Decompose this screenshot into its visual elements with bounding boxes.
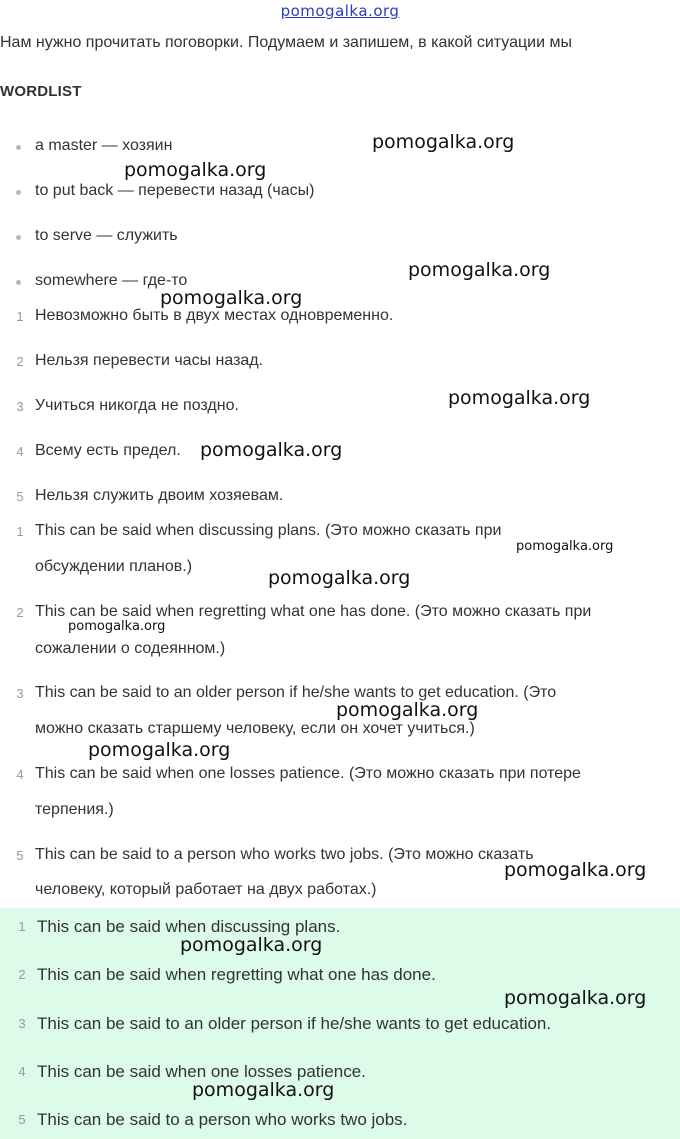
- answer-text: This can be said to a person who works two jobs.: [37, 1110, 408, 1129]
- wordlist-item-text: somewhere — где-то: [35, 272, 188, 289]
- bullet-icon: [16, 190, 21, 195]
- watermark: pomogalka.org: [336, 699, 479, 721]
- list-number: 3: [18, 1016, 26, 1031]
- bullet-icon: [16, 235, 21, 240]
- list-number: 1: [16, 309, 24, 324]
- list-number: 5: [16, 848, 24, 863]
- watermark: pomogalka.org: [372, 131, 515, 153]
- proverb-text: Невозможно быть в двух местах одновременно.: [35, 307, 394, 324]
- site-header-link[interactable]: pomogalka.org: [280, 2, 400, 20]
- list-number: 2: [18, 967, 26, 982]
- list-number: 4: [16, 767, 24, 782]
- list-number: 1: [18, 919, 26, 934]
- list-number: 5: [16, 489, 24, 504]
- wordlist-item-text: to put back — перевести назад (часы): [35, 182, 315, 199]
- proverb-text: Нельзя служить двоим хозяевам.: [35, 487, 284, 504]
- explanation-line-2: терпения.): [35, 801, 114, 818]
- answer-text: This can be said when regretting what one has done.: [37, 965, 436, 984]
- watermark: pomogalka.org: [200, 439, 343, 461]
- list-number: 3: [16, 686, 24, 701]
- bullet-icon: [16, 145, 21, 150]
- answer-text: This can be said when discussing plans.: [37, 917, 341, 936]
- watermark: pomogalka.org: [408, 259, 551, 281]
- explanation-line-1: This can be said when discussing plans. (Это можно сказать при: [35, 522, 502, 539]
- watermark: pomogalka.org: [516, 539, 614, 554]
- watermark: pomogalka.org: [504, 859, 647, 881]
- watermark: pomogalka.org: [88, 739, 231, 761]
- list-number: 4: [18, 1064, 26, 1079]
- bullet-icon: [16, 280, 21, 285]
- explanation-line-2: человеку, который работает на двух работах.): [35, 881, 377, 898]
- wordlist-title: WORDLIST: [0, 83, 82, 100]
- answer-text: This can be said to an older person if he/she wants to get education.: [37, 1014, 552, 1033]
- proverb-text: Всему есть предел.: [35, 442, 181, 459]
- watermark: pomogalka.org: [448, 387, 591, 409]
- watermark: pomogalka.org: [124, 159, 267, 181]
- wordlist-item-text: to serve — служить: [35, 227, 178, 244]
- list-number: 4: [16, 444, 24, 459]
- explanation-line-2: обсуждении планов.): [35, 558, 193, 575]
- proverb-text: Нельзя перевести часы назад.: [35, 352, 264, 369]
- list-number: 2: [16, 605, 24, 620]
- explanation-line-1: This can be said to an older person if he/she wants to get education. (Это: [35, 684, 557, 701]
- list-number: 2: [16, 354, 24, 369]
- watermark: pomogalka.org: [268, 567, 411, 589]
- list-number: 3: [16, 399, 24, 414]
- explanation-line-1: This can be said to a person who works two jobs. (Это можно сказать: [35, 846, 534, 863]
- watermark: pomogalka.org: [160, 287, 303, 309]
- watermark: pomogalka.org: [180, 934, 323, 956]
- explanation-line-1: This can be said when regretting what one has done. (Это можно сказать при: [35, 603, 592, 620]
- explanation-line-2: сожалении о содеянном.): [35, 640, 226, 657]
- list-number: 5: [18, 1112, 26, 1127]
- watermark: pomogalka.org: [504, 987, 647, 1009]
- watermark: pomogalka.org: [192, 1079, 335, 1101]
- watermark: pomogalka.org: [68, 619, 166, 634]
- proverb-text: Учиться никогда не поздно.: [35, 397, 239, 414]
- wordlist-item-text: a master — хозяин: [35, 137, 173, 154]
- explanation-line-1: This can be said when one losses patience. (Это можно сказать при потере: [35, 765, 581, 782]
- answer-text: This can be said when one losses patience.: [37, 1062, 366, 1081]
- list-number: 1: [16, 524, 24, 539]
- explanation-line-2: можно сказать старшему человеку, если он хочет учиться.): [35, 720, 475, 737]
- intro-text: Нам нужно прочитать поговорки. Подумаем и запишем, в какой ситуации мы: [0, 34, 572, 51]
